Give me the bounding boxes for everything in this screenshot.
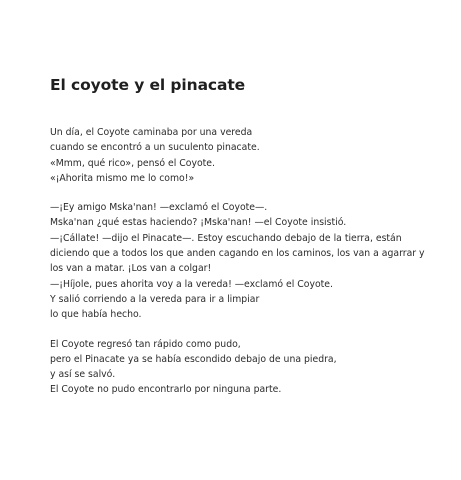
text-line: Un día, el Coyote caminaba por una vereda bbox=[50, 127, 253, 138]
text-line: «¡Ahorita mismo me lo como!» bbox=[50, 172, 195, 184]
stanza-2 bbox=[50, 200, 455, 322]
text-line: Mska'nan ¿qué estas haciendo? ¡Mska'nan! —el Coyote insistió. bbox=[50, 217, 347, 229]
text-line: los van a matar. ¡Los van a colgar! bbox=[50, 263, 212, 275]
document-title: El coyote y el pinacate bbox=[50, 76, 246, 94]
text-line: pero el Pinacate ya se había escondido debajo de una piedra, bbox=[50, 353, 337, 365]
text-line: —¡Cállate! —dijo el Pinacate—. Estoy escuchando debajo de la tierra, están bbox=[50, 232, 402, 244]
text-line: lo que había hecho. bbox=[50, 309, 142, 321]
text-line: El Coyote no pudo encontrarlo por ninguna parte. bbox=[50, 384, 282, 396]
story-body bbox=[50, 125, 455, 412]
text-line: «Mmm, qué rico», pensó el Coyote. bbox=[50, 157, 215, 169]
text-line: y así se salvó. bbox=[50, 369, 116, 381]
text-line: El Coyote regresó tan rápido como pudo, bbox=[50, 338, 241, 350]
stanza-1 bbox=[50, 125, 455, 186]
text-line: diciendo que a todos los que anden cagando en los caminos, los van a agarrar y bbox=[50, 248, 425, 260]
text-line: Y salió corriendo a la vereda para ir a limpiar bbox=[50, 293, 260, 305]
text-line: —¡Ey amigo Mska'nan! —exclamó el Coyote—. bbox=[50, 202, 268, 214]
stanza-3 bbox=[50, 337, 455, 398]
text-line: cuando se encontró a un suculento pinacate. bbox=[50, 142, 260, 154]
text-line: —¡Híjole, pues ahorita voy a la vereda! —exclamó el Coyote. bbox=[50, 278, 333, 290]
